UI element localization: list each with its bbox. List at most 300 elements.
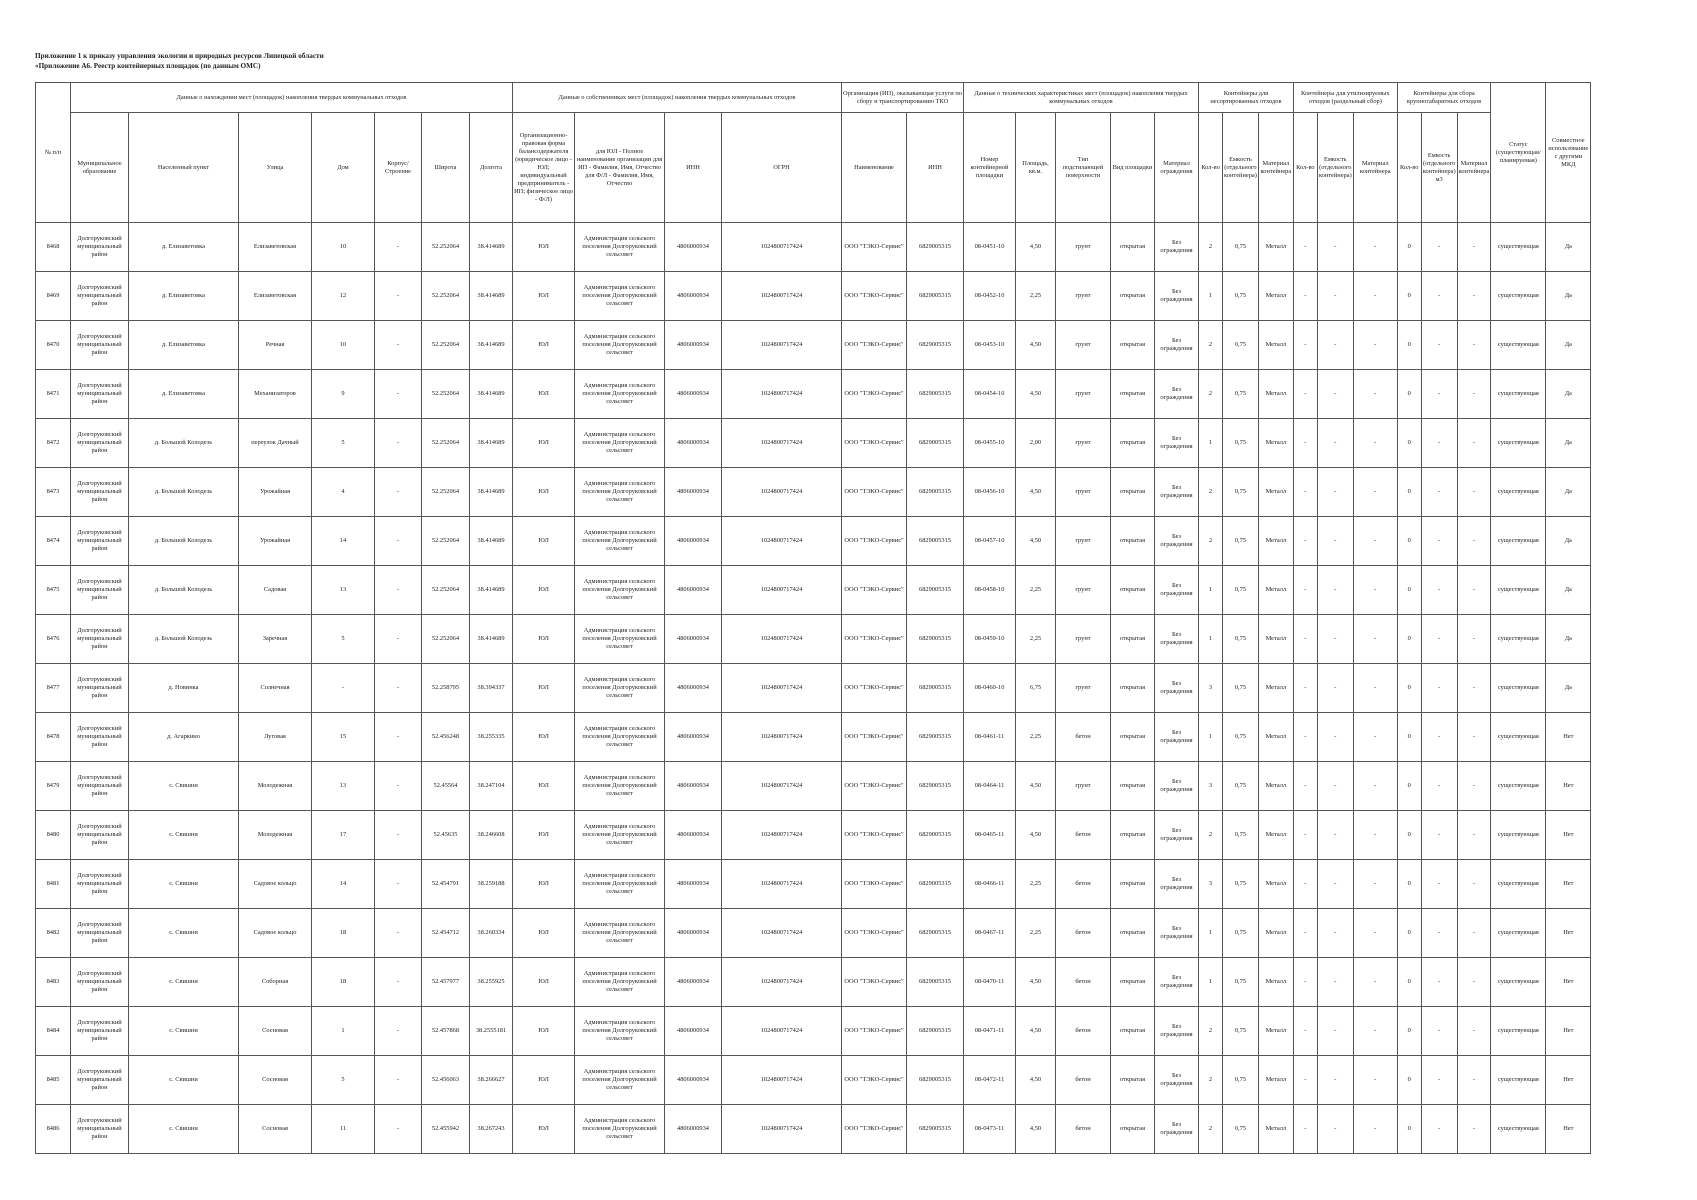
area-cell: 4,50 (1016, 1056, 1056, 1105)
settlement-cell: д. Большой Колодезь (129, 566, 239, 615)
latitude-cell: 52.252064 (422, 517, 470, 566)
header-street: Улица (239, 113, 312, 223)
ogrn-cell: 1024800717424 (722, 1105, 842, 1154)
longitude-cell: 38.414689 (470, 370, 513, 419)
operator-name-cell: ООО "ТЭКО-Сервис" (842, 223, 907, 272)
recycle-material-cell: - (1353, 1105, 1397, 1154)
site-type-cell: открытая (1111, 958, 1155, 1007)
bulky-count-cell: 0 (1397, 1056, 1421, 1105)
ogrn-cell: 1024800717424 (722, 615, 842, 664)
operator-inn-cell: 6829005315 (907, 909, 964, 958)
fence-cell: Без ограждения (1155, 370, 1199, 419)
municipality-cell: Долгоруковский муниципальный район (71, 419, 129, 468)
bulky-volume-cell: - (1421, 1056, 1457, 1105)
legal-form-cell: ЮЛ (513, 762, 575, 811)
fence-cell: Без ограждения (1155, 664, 1199, 713)
recycle-material-cell: - (1353, 321, 1397, 370)
recycle-material-cell: - (1353, 713, 1397, 762)
site-type-cell: открытая (1111, 762, 1155, 811)
site-type-cell: открытая (1111, 370, 1155, 419)
settlement-cell: с. Свишни (129, 909, 239, 958)
building-cell: - (375, 615, 422, 664)
house-cell: 10 (312, 321, 375, 370)
site-number-cell: 08-0467-11 (964, 909, 1016, 958)
table-row (36, 468, 1591, 517)
header-settlement: Населенный пункт (129, 113, 239, 223)
ogrn-cell: 1024800717424 (722, 223, 842, 272)
shared-cell: Нет (1546, 762, 1591, 811)
inn-cell: 4806000934 (665, 860, 722, 909)
bulky-volume-cell: - (1421, 713, 1457, 762)
recycle-volume-cell: - (1317, 517, 1353, 566)
header-bulky-material: Материал контейнера (1457, 113, 1491, 223)
status-cell: существующая (1491, 1105, 1546, 1154)
owner-name-cell: Администрация сельского поселения Долгоруковский сельсовет (575, 272, 665, 321)
bulky-volume-cell: - (1421, 909, 1457, 958)
bulky-volume-cell: - (1421, 566, 1457, 615)
house-cell: 5 (312, 419, 375, 468)
legal-form-cell: ЮЛ (513, 958, 575, 1007)
status-cell: существующая (1491, 370, 1546, 419)
bulky-volume-cell: - (1421, 468, 1457, 517)
building-cell: - (375, 321, 422, 370)
status-cell: существующая (1491, 321, 1546, 370)
bulky-material-cell: - (1457, 762, 1491, 811)
shared-cell: Нет (1546, 1007, 1591, 1056)
operator-inn-cell: 6829005315 (907, 223, 964, 272)
owner-name-cell: Администрация сельского поселения Долгоруковский сельсовет (575, 909, 665, 958)
inn-cell: 4806000934 (665, 615, 722, 664)
fence-cell: Без ограждения (1155, 1056, 1199, 1105)
municipality-cell: Долгоруковский муниципальный район (71, 1007, 129, 1056)
municipality-cell: Долгоруковский муниципальный район (71, 370, 129, 419)
site-type-cell: открытая (1111, 811, 1155, 860)
unsorted-count-cell: 1 (1199, 419, 1223, 468)
settlement-cell: с. Свишни (129, 811, 239, 860)
table-row (36, 517, 1591, 566)
bulky-volume-cell: - (1421, 1007, 1457, 1056)
unsorted-material-cell: Металл (1258, 566, 1293, 615)
operator-name-cell: ООО "ТЭКО-Сервис" (842, 566, 907, 615)
site-number-cell: 08-0460-10 (964, 664, 1016, 713)
header-recycle-material: Материал контейнера (1353, 113, 1397, 223)
longitude-cell: 38.267243 (470, 1105, 513, 1154)
recycle-material-cell: - (1353, 958, 1397, 1007)
row-number: 8472 (36, 419, 71, 468)
bulky-count-cell: 0 (1397, 517, 1421, 566)
site-type-cell: открытая (1111, 419, 1155, 468)
unsorted-count-cell: 1 (1199, 958, 1223, 1007)
legal-form-cell: ЮЛ (513, 1007, 575, 1056)
unsorted-count-cell: 2 (1199, 468, 1223, 517)
header-bulky-count: Кол-во (1397, 113, 1421, 223)
recycle-count-cell: - (1293, 321, 1317, 370)
status-cell: существующая (1491, 517, 1546, 566)
owner-name-cell: Администрация сельского поселения Долгоруковский сельсовет (575, 664, 665, 713)
unsorted-material-cell: Металл (1258, 272, 1293, 321)
area-cell: 4,50 (1016, 811, 1056, 860)
shared-cell: Да (1546, 272, 1591, 321)
operator-name-cell: ООО "ТЭКО-Сервис" (842, 517, 907, 566)
bulky-count-cell: 0 (1397, 1105, 1421, 1154)
unsorted-material-cell: Металл (1258, 1007, 1293, 1056)
legal-form-cell: ЮЛ (513, 811, 575, 860)
shared-cell: Да (1546, 223, 1591, 272)
bulky-count-cell: 0 (1397, 370, 1421, 419)
inn-cell: 4806000934 (665, 223, 722, 272)
shared-cell: Нет (1546, 958, 1591, 1007)
street-cell: Елизаветовская (239, 223, 312, 272)
row-number: 8474 (36, 517, 71, 566)
site-number-cell: 08-0458-10 (964, 566, 1016, 615)
header-house: Дом (312, 113, 375, 223)
site-number-cell: 08-0471-11 (964, 1007, 1016, 1056)
header-group-operator: Организация (ИП), оказывающая услуги по сбору и транспортированию ТКО (842, 83, 964, 113)
owner-name-cell: Администрация сельского поселения Долгоруковский сельсовет (575, 811, 665, 860)
shared-cell: Нет (1546, 1056, 1591, 1105)
site-type-cell: открытая (1111, 1007, 1155, 1056)
longitude-cell: 38.414689 (470, 615, 513, 664)
unsorted-volume-cell: 0,75 (1223, 811, 1259, 860)
status-cell: существующая (1491, 958, 1546, 1007)
settlement-cell: д. Агаркино (129, 713, 239, 762)
building-cell: - (375, 419, 422, 468)
building-cell: - (375, 223, 422, 272)
recycle-volume-cell: - (1317, 1105, 1353, 1154)
owner-name-cell: Администрация сельского поселения Долгоруковский сельсовет (575, 321, 665, 370)
bulky-material-cell: - (1457, 566, 1491, 615)
site-type-cell: открытая (1111, 468, 1155, 517)
recycle-material-cell: - (1353, 566, 1397, 615)
surface-cell: грунт (1056, 370, 1111, 419)
header-num: № п/п (36, 83, 71, 223)
unsorted-count-cell: 1 (1199, 566, 1223, 615)
street-cell: Елизаветовская (239, 272, 312, 321)
header-building: Корпус/Строение (375, 113, 422, 223)
inn-cell: 4806000934 (665, 1105, 722, 1154)
site-number-cell: 08-0464-11 (964, 762, 1016, 811)
owner-name-cell: Администрация сельского поселения Долгоруковский сельсовет (575, 762, 665, 811)
latitude-cell: 52.258795 (422, 664, 470, 713)
operator-inn-cell: 6829005315 (907, 1056, 964, 1105)
legal-form-cell: ЮЛ (513, 1056, 575, 1105)
legal-form-cell: ЮЛ (513, 909, 575, 958)
status-cell: существующая (1491, 615, 1546, 664)
header-lon: Долгота (470, 113, 513, 223)
bulky-material-cell: - (1457, 223, 1491, 272)
municipality-cell: Долгоруковский муниципальный район (71, 272, 129, 321)
bulky-count-cell: 0 (1397, 468, 1421, 517)
table-row (36, 321, 1591, 370)
row-number: 8471 (36, 370, 71, 419)
status-cell: существующая (1491, 272, 1546, 321)
house-cell: 18 (312, 958, 375, 1007)
unsorted-count-cell: 3 (1199, 762, 1223, 811)
recycle-material-cell: - (1353, 1007, 1397, 1056)
area-cell: 4,50 (1016, 958, 1056, 1007)
legal-form-cell: ЮЛ (513, 566, 575, 615)
unsorted-material-cell: Металл (1258, 468, 1293, 517)
site-type-cell: открытая (1111, 909, 1155, 958)
unsorted-volume-cell: 0,75 (1223, 1056, 1259, 1105)
recycle-volume-cell: - (1317, 958, 1353, 1007)
recycle-volume-cell: - (1317, 909, 1353, 958)
legal-form-cell: ЮЛ (513, 713, 575, 762)
header-surface: Тип подстилающей поверхности (1056, 113, 1111, 223)
municipality-cell: Долгоруковский муниципальный район (71, 615, 129, 664)
recycle-count-cell: - (1293, 811, 1317, 860)
surface-cell: грунт (1056, 566, 1111, 615)
status-cell: существующая (1491, 223, 1546, 272)
bulky-volume-cell: - (1421, 272, 1457, 321)
inn-cell: 4806000934 (665, 517, 722, 566)
header-site-type: Вид площадки (1111, 113, 1155, 223)
owner-name-cell: Администрация сельского поселения Долгоруковский сельсовет (575, 1056, 665, 1105)
unsorted-material-cell: Металл (1258, 321, 1293, 370)
unsorted-count-cell: 2 (1199, 370, 1223, 419)
operator-inn-cell: 6829005315 (907, 566, 964, 615)
site-number-cell: 08-0451-10 (964, 223, 1016, 272)
fence-cell: Без ограждения (1155, 713, 1199, 762)
status-cell: существующая (1491, 713, 1546, 762)
settlement-cell: д. Большой Колодезь (129, 615, 239, 664)
shared-cell: Да (1546, 517, 1591, 566)
inn-cell: 4806000934 (665, 468, 722, 517)
municipality-cell: Долгоруковский муниципальный район (71, 713, 129, 762)
recycle-count-cell: - (1293, 1105, 1317, 1154)
surface-cell: грунт (1056, 272, 1111, 321)
recycle-count-cell: - (1293, 566, 1317, 615)
unsorted-volume-cell: 0,75 (1223, 762, 1259, 811)
fence-cell: Без ограждения (1155, 272, 1199, 321)
status-cell: существующая (1491, 419, 1546, 468)
latitude-cell: 52.252064 (422, 321, 470, 370)
header-group-owner: Данные о собственниках мест (площадок) накопления твердых коммунальных отходов (513, 83, 842, 113)
bulky-material-cell: - (1457, 909, 1491, 958)
legal-form-cell: ЮЛ (513, 468, 575, 517)
unsorted-material-cell: Металл (1258, 615, 1293, 664)
bulky-count-cell: 0 (1397, 664, 1421, 713)
legal-form-cell: ЮЛ (513, 615, 575, 664)
shared-cell: Нет (1546, 713, 1591, 762)
site-type-cell: открытая (1111, 321, 1155, 370)
operator-inn-cell: 6829005315 (907, 958, 964, 1007)
recycle-volume-cell: - (1317, 762, 1353, 811)
recycle-material-cell: - (1353, 468, 1397, 517)
recycle-material-cell: - (1353, 517, 1397, 566)
bulky-count-cell: 0 (1397, 958, 1421, 1007)
ogrn-cell: 1024800717424 (722, 860, 842, 909)
longitude-cell: 38.414689 (470, 517, 513, 566)
site-type-cell: открытая (1111, 664, 1155, 713)
house-cell: 15 (312, 713, 375, 762)
registry-table (35, 82, 1591, 1154)
street-cell: Солнечная (239, 664, 312, 713)
unsorted-volume-cell: 0,75 (1223, 958, 1259, 1007)
latitude-cell: 52.252064 (422, 223, 470, 272)
area-cell: 4,50 (1016, 321, 1056, 370)
house-cell: 18 (312, 909, 375, 958)
document-title (35, 51, 324, 71)
bulky-material-cell: - (1457, 811, 1491, 860)
recycle-volume-cell: - (1317, 419, 1353, 468)
operator-name-cell: ООО "ТЭКО-Сервис" (842, 1105, 907, 1154)
fence-cell: Без ограждения (1155, 1007, 1199, 1056)
operator-name-cell: ООО "ТЭКО-Сервис" (842, 1007, 907, 1056)
ogrn-cell: 1024800717424 (722, 909, 842, 958)
unsorted-count-cell: 1 (1199, 272, 1223, 321)
building-cell: - (375, 517, 422, 566)
ogrn-cell: 1024800717424 (722, 1007, 842, 1056)
longitude-cell: 38.260334 (470, 909, 513, 958)
owner-name-cell: Администрация сельского поселения Долгоруковский сельсовет (575, 1105, 665, 1154)
owner-name-cell: Администрация сельского поселения Долгоруковский сельсовет (575, 713, 665, 762)
fence-cell: Без ограждения (1155, 909, 1199, 958)
site-type-cell: открытая (1111, 1056, 1155, 1105)
bulky-material-cell: - (1457, 615, 1491, 664)
unsorted-volume-cell: 0,75 (1223, 1105, 1259, 1154)
municipality-cell: Долгоруковский муниципальный район (71, 762, 129, 811)
fence-cell: Без ограждения (1155, 321, 1199, 370)
status-cell: существующая (1491, 468, 1546, 517)
row-number: 8483 (36, 958, 71, 1007)
longitude-cell: 38.414689 (470, 566, 513, 615)
street-cell: Сосновая (239, 1105, 312, 1154)
municipality-cell: Долгоруковский муниципальный район (71, 517, 129, 566)
header-group-bulky: Контейнеры для сбора крупногабаритных отходов (1397, 83, 1491, 113)
recycle-material-cell: - (1353, 811, 1397, 860)
unsorted-material-cell: Металл (1258, 223, 1293, 272)
owner-name-cell: Администрация сельского поселения Долгоруковский сельсовет (575, 1007, 665, 1056)
latitude-cell: 52.252064 (422, 370, 470, 419)
site-number-cell: 08-0472-11 (964, 1056, 1016, 1105)
municipality-cell: Долгоруковский муниципальный район (71, 811, 129, 860)
table-row (36, 762, 1591, 811)
unsorted-material-cell: Металл (1258, 860, 1293, 909)
recycle-volume-cell: - (1317, 468, 1353, 517)
bulky-volume-cell: - (1421, 762, 1457, 811)
ogrn-cell: 1024800717424 (722, 419, 842, 468)
latitude-cell: 52.457977 (422, 958, 470, 1007)
area-cell: 4,50 (1016, 762, 1056, 811)
table-body (36, 223, 1591, 1154)
operator-name-cell: ООО "ТЭКО-Сервис" (842, 468, 907, 517)
unsorted-count-cell: 2 (1199, 321, 1223, 370)
house-cell: 13 (312, 762, 375, 811)
longitude-cell: 38.246608 (470, 811, 513, 860)
unsorted-volume-cell: 0,75 (1223, 566, 1259, 615)
street-cell: Сосновая (239, 1007, 312, 1056)
legal-form-cell: ЮЛ (513, 419, 575, 468)
header-site-number: Номер контейнерной площадки (964, 113, 1016, 223)
unsorted-material-cell: Металл (1258, 370, 1293, 419)
recycle-material-cell: - (1353, 1056, 1397, 1105)
bulky-volume-cell: - (1421, 811, 1457, 860)
recycle-material-cell: - (1353, 762, 1397, 811)
site-number-cell: 08-0465-11 (964, 811, 1016, 860)
surface-cell: грунт (1056, 664, 1111, 713)
unsorted-count-cell: 2 (1199, 1007, 1223, 1056)
house-cell: 12 (312, 272, 375, 321)
inn-cell: 4806000934 (665, 713, 722, 762)
header-recycle-volume: Емкость (отдельного контейнера) (1317, 113, 1353, 223)
unsorted-count-cell: 2 (1199, 811, 1223, 860)
recycle-material-cell: - (1353, 909, 1397, 958)
shared-cell: Нет (1546, 1105, 1591, 1154)
recycle-material-cell: - (1353, 370, 1397, 419)
operator-name-cell: ООО "ТЭКО-Сервис" (842, 958, 907, 1007)
unsorted-volume-cell: 0,75 (1223, 370, 1259, 419)
bulky-count-cell: 0 (1397, 860, 1421, 909)
bulky-material-cell: - (1457, 272, 1491, 321)
operator-inn-cell: 6829005315 (907, 419, 964, 468)
ogrn-cell: 1024800717424 (722, 272, 842, 321)
header-shared: Совместное использование с другими МКД (1546, 83, 1591, 223)
operator-inn-cell: 6829005315 (907, 468, 964, 517)
unsorted-volume-cell: 0,75 (1223, 468, 1259, 517)
operator-name-cell: ООО "ТЭКО-Сервис" (842, 713, 907, 762)
bulky-volume-cell: - (1421, 664, 1457, 713)
unsorted-volume-cell: 0,75 (1223, 272, 1259, 321)
bulky-count-cell: 0 (1397, 1007, 1421, 1056)
latitude-cell: 52.252064 (422, 419, 470, 468)
inn-cell: 4806000934 (665, 272, 722, 321)
longitude-cell: 38.414689 (470, 223, 513, 272)
header-recycle-count: Кол-во (1293, 113, 1317, 223)
municipality-cell: Долгоруковский муниципальный район (71, 909, 129, 958)
settlement-cell: д. Большой Колодезь (129, 468, 239, 517)
header-lat: Широта (422, 113, 470, 223)
latitude-cell: 52.454791 (422, 860, 470, 909)
unsorted-volume-cell: 0,75 (1223, 664, 1259, 713)
inn-cell: 4806000934 (665, 664, 722, 713)
inn-cell: 4806000934 (665, 811, 722, 860)
surface-cell: бетон (1056, 811, 1111, 860)
house-cell: 13 (312, 566, 375, 615)
latitude-cell: 52.45635 (422, 811, 470, 860)
building-cell: - (375, 958, 422, 1007)
owner-name-cell: Администрация сельского поселения Долгоруковский сельсовет (575, 566, 665, 615)
street-cell: Садовое кольцо (239, 909, 312, 958)
inn-cell: 4806000934 (665, 909, 722, 958)
surface-cell: бетон (1056, 1105, 1111, 1154)
unsorted-material-cell: Металл (1258, 713, 1293, 762)
header-bulky-volume: Емкость (отдельного контейнера) м3 (1421, 113, 1457, 223)
building-cell: - (375, 713, 422, 762)
site-number-cell: 08-0459-10 (964, 615, 1016, 664)
municipality-cell: Долгоруковский муниципальный район (71, 566, 129, 615)
latitude-cell: 52.455942 (422, 1105, 470, 1154)
house-cell: 4 (312, 468, 375, 517)
bulky-count-cell: 0 (1397, 419, 1421, 468)
surface-cell: грунт (1056, 223, 1111, 272)
fence-cell: Без ограждения (1155, 223, 1199, 272)
street-cell: Механизаторов (239, 370, 312, 419)
status-cell: существующая (1491, 1007, 1546, 1056)
surface-cell: грунт (1056, 321, 1111, 370)
row-number: 8473 (36, 468, 71, 517)
operator-name-cell: ООО "ТЭКО-Сервис" (842, 615, 907, 664)
unsorted-material-cell: Металл (1258, 419, 1293, 468)
unsorted-count-cell: 1 (1199, 713, 1223, 762)
settlement-cell: д. Елизаветовка (129, 223, 239, 272)
title-line-2: «Приложение А6. Реестр контейнерных площадок (по данным ОМС) (35, 62, 261, 70)
surface-cell: бетон (1056, 1056, 1111, 1105)
table-row (36, 811, 1591, 860)
inn-cell: 4806000934 (665, 1007, 722, 1056)
owner-name-cell: Администрация сельского поселения Долгоруковский сельсовет (575, 370, 665, 419)
unsorted-count-cell: 1 (1199, 909, 1223, 958)
